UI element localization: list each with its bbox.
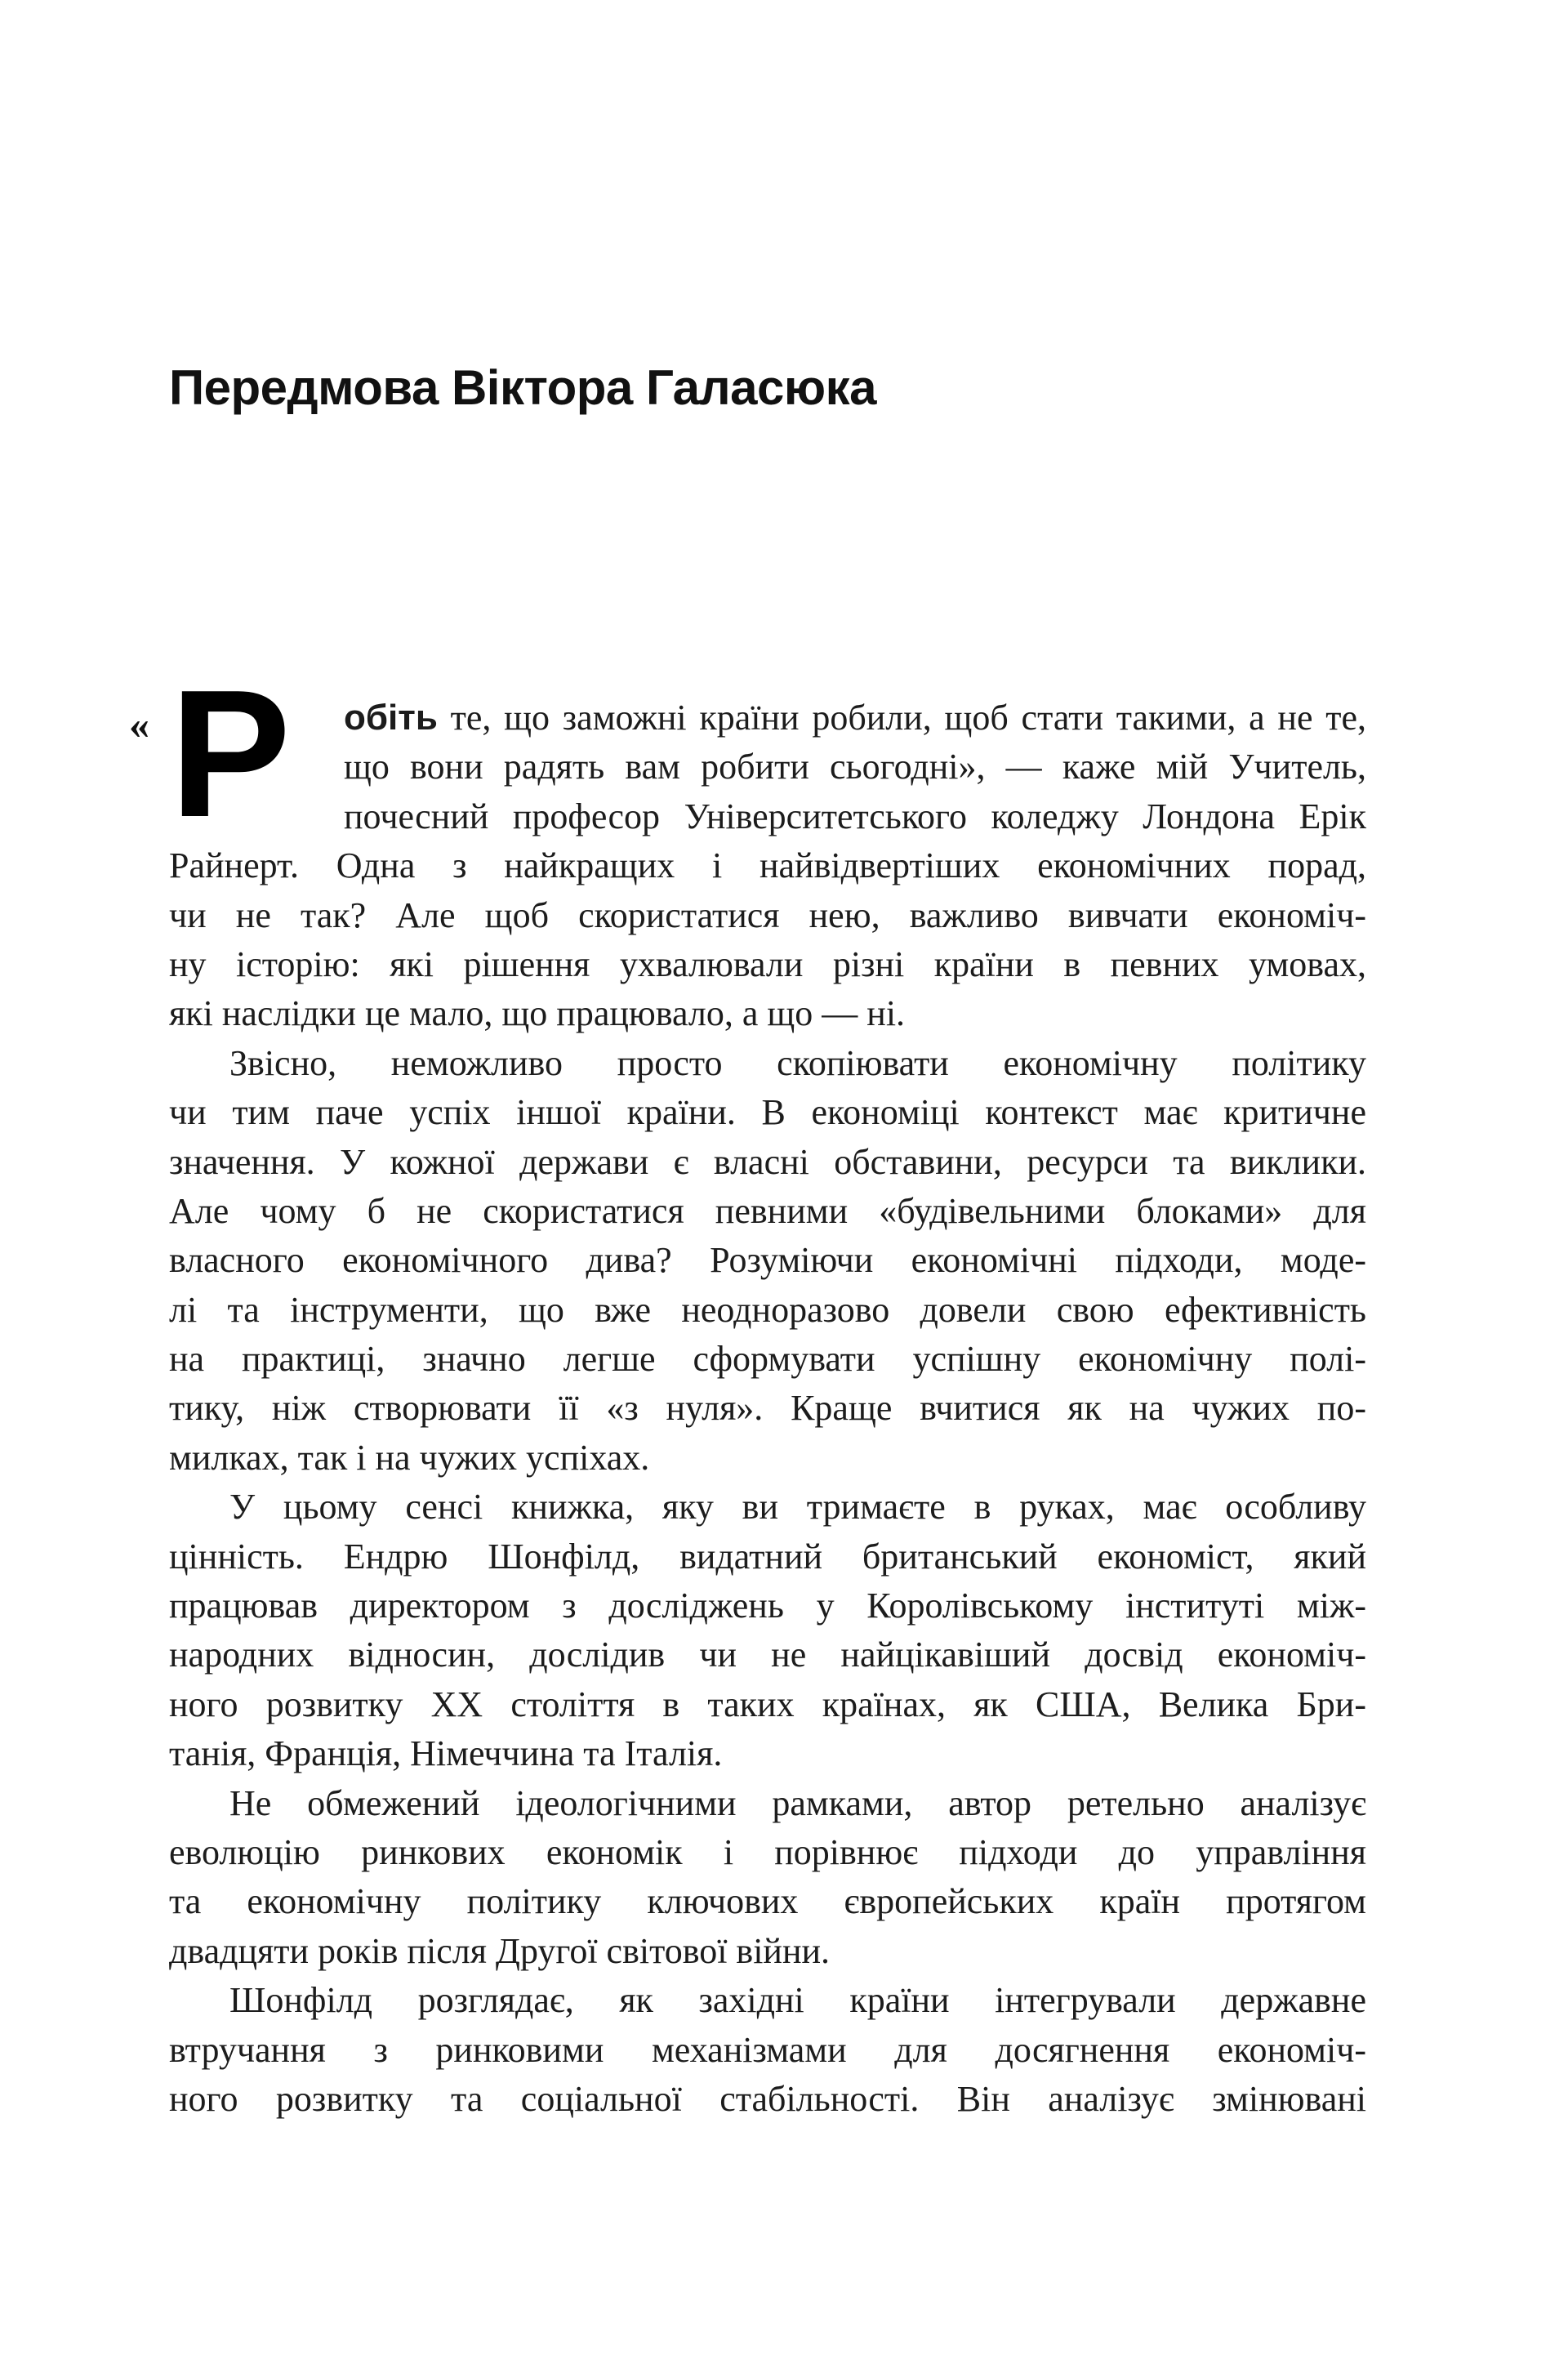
text-line: ного розвитку XX століття в таких країнах, як США, Велика Бри- bbox=[169, 1684, 1366, 1724]
text-line: Райнерт. Одна з найкращих і найвідвертіших економічних порад, bbox=[169, 845, 1366, 886]
text-line: які наслідки це мало, що працювало, а що — ні. bbox=[169, 993, 906, 1034]
text-line: що вони радять вам робити сьогодні», — каже мій Учитель, bbox=[344, 747, 1366, 787]
text-line: двадцяти років після Другої світової війни. bbox=[169, 1930, 831, 1971]
text-line: ного розвитку та соціальної стабільності. Він аналізує змінювані bbox=[169, 2078, 1366, 2119]
text-line: Шонфілд розглядає, як західні країни інтегрували державне bbox=[229, 1980, 1366, 2021]
text-line bbox=[344, 694, 1366, 743]
chapter-body bbox=[169, 694, 1366, 2124]
drop-cap-letter: Р bbox=[170, 653, 292, 855]
line-text: те, що заможні країни робили, щоб стати такими, а не те, bbox=[437, 698, 1366, 738]
chapter-title: Передмова Віктора Галасюка bbox=[169, 360, 877, 416]
text-line: У цьому сенсі книжка, яку ви тримаєте в руках, має особливу bbox=[229, 1487, 1366, 1528]
text-line: тику, ніж створювати її «з нуля». Краще вчитися як на чужих по- bbox=[169, 1388, 1366, 1429]
text-line: та економічну політику ключових європейських країн протягом bbox=[169, 1881, 1366, 1922]
text-line: значення. У кожної держави є власні обставини, ресурси та виклики. bbox=[169, 1141, 1366, 1182]
text-line: еволюцію ринкових економік і порівнює підходи до управління bbox=[169, 1831, 1366, 1872]
text-line: милках, так і на чужих успіхах. bbox=[169, 1437, 650, 1478]
text-line: Звісно, неможливо просто скопіювати економічну політику bbox=[229, 1042, 1366, 1083]
text-line: народних відносин, дослідив чи не найцікавіший досвід економіч- bbox=[169, 1635, 1366, 1675]
text-line: Не обмежений ідеологічними рамками, автор ретельно аналізує bbox=[229, 1782, 1366, 1823]
drop-cap-bold-word: обіть bbox=[344, 698, 438, 738]
text-line: чи тим паче успіх іншої країни. В економіці контекст має критичне bbox=[169, 1092, 1366, 1133]
text-line: працював директором з досліджень у Королівському інституті між- bbox=[169, 1586, 1366, 1626]
text-line: лі та інструменти, що вже неодноразово довели свою ефективність bbox=[169, 1289, 1366, 1330]
text-line: цінність. Ендрю Шонфілд, видатний британський економіст, який bbox=[169, 1536, 1366, 1577]
text-line: ну історію: які рішення ухвалювали різні країни в певних умовах, bbox=[169, 943, 1366, 984]
text-line: на практиці, значно легше сформувати успішну економічну полі- bbox=[169, 1339, 1366, 1380]
text-line: почесний професор Університетського коледжу Лондона Ерік bbox=[344, 796, 1366, 836]
text-line: Але чому б не скористатися певними «будівельними блоками» для bbox=[169, 1190, 1366, 1231]
text-line: чи не так? Але щоб скористатися нею, важливо вивчати економіч- bbox=[169, 894, 1366, 935]
text-line: танія, Франція, Німеччина та Італія. bbox=[169, 1733, 723, 1774]
text-line: власного економічного дива? Розуміючи економічні підходи, моде- bbox=[169, 1240, 1366, 1281]
opening-quote-mark: « bbox=[129, 702, 149, 747]
text-line: втручання з ринковими механізмами для досягнення економіч- bbox=[169, 2029, 1366, 2070]
